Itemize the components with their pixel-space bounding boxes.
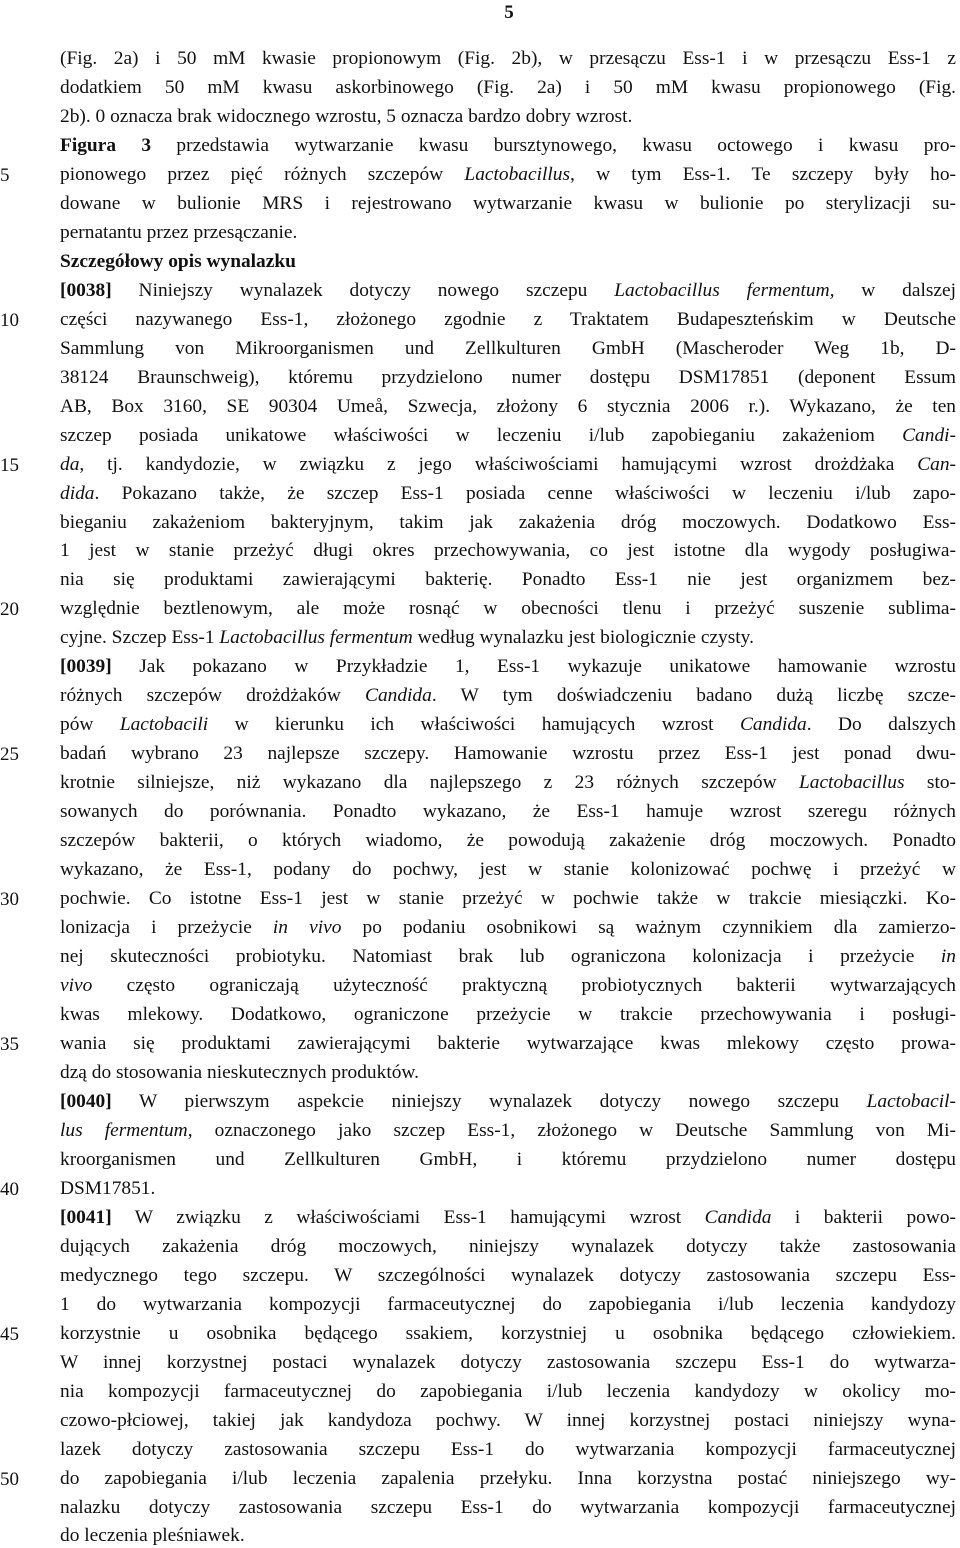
italic-text: Lactobacillus fermentum, (614, 279, 835, 301)
text-segment: 1 do wytwarzania kompozycji farmaceutycznej do zapobiegania i/lub leczenia kandydozy (60, 1293, 956, 1315)
text-line (60, 250, 956, 274)
text-line (60, 684, 956, 708)
text-line (60, 974, 956, 998)
text-line (60, 47, 956, 71)
text-line (60, 771, 956, 795)
bold-text: [0040] (60, 1090, 112, 1112)
text-segment: nia kompozycji farmaceutycznej do zapobiegania i/lub leczenia kandydozy w okolicy mo- (60, 1380, 956, 1402)
text-line (60, 655, 956, 679)
text-segment: dujących zakażenia dróg moczowych, niniejszy wynalazek dotyczy także zastosowania (60, 1235, 956, 1257)
text-segment: nej skuteczności probiotyku. Natomiast brak lub ograniczona kolonizacja i przeżycie (60, 946, 941, 968)
text-segment: sto- (904, 772, 957, 794)
text-line (60, 945, 956, 969)
text-line (60, 1467, 956, 1491)
text-line (60, 829, 956, 853)
page-number: 5 (504, 2, 514, 23)
text-segment: wykazano, że Ess-1, podany do pochwy, jest w stanie kolonizować pochwę i przeżyć w (60, 859, 956, 881)
text-line (60, 1409, 956, 1433)
italic-text: lus fermentum (60, 1119, 188, 1141)
text-line (60, 1351, 956, 1375)
text-segment: Sammlung von Mikroorganismen und Zellkulturen GmbH (Mascheroder Weg 1b, D- (60, 337, 956, 359)
bold-text: Figura 3 (60, 134, 152, 156)
text-segment: wania się produktami zawierającymi bakterie wytwarzające kwas mlekowy często prowa- (60, 1032, 956, 1054)
italic-text: Lactobacillus (464, 163, 570, 185)
text-segment: pernatantu przez przesączanie. (60, 221, 298, 243)
italic-text: Lactobacil- (866, 1090, 956, 1112)
bold-text: [0039] (60, 656, 112, 678)
italic-text: Can- (917, 453, 956, 475)
text-segment: różnych szczepów drożdżaków (60, 685, 366, 707)
italic-text: Lactobacillus (798, 772, 905, 794)
text-segment: często ograniczają użyteczność praktyczną probiotycznych bakterii wytwarzających (92, 975, 956, 997)
text-line (60, 742, 956, 766)
text-line (60, 858, 956, 882)
text-segment: dowane w bulionie MRS i rejestrowano wytwarzanie kwasu w bulionie po sterylizacji su- (60, 192, 956, 214)
text-line (60, 1380, 956, 1404)
text-segment: korzystnie u osobnika będącego ssakiem, korzystniej u osobnika będącego człowiekiem. (60, 1322, 956, 1344)
italic-text: dida (60, 482, 95, 504)
text-segment: kwas mlekowy. Dodatkowo, ograniczone przeżycie w trakcie przechowywania i posługi- (60, 1004, 956, 1025)
text-segment: według wynalazku jest biologicznie czysty. (412, 627, 754, 649)
text-line (60, 1264, 956, 1288)
text-segment: . Pokazano także, że szczep Ess-1 posiada cenne właściwości w leczeniu i/lub zapo- (94, 482, 956, 504)
text-segment: w kierunku ich właściwości hamujących wzrost (208, 714, 740, 736)
text-segment: pochwie. Co istotne Ess-1 jest w stanie przeżyć w pochwie także w trakcie miesiączki. Ko- (60, 888, 956, 910)
text-segment: kroorganismen und Zellkulturen GmbH, i któremu przydzielono numer dostępu (60, 1148, 956, 1170)
text-segment: 1 jest w stanie przeżyć długi okres przechowywania, co jest istotne dla wygody posługiwa- (60, 540, 956, 562)
text-segment: bieganiu zakażeniom bakteryjnym, takim jak zakażenia dróg moczowych. Dodatkowo Ess- (60, 511, 956, 533)
text-line (60, 76, 956, 100)
line-number: 30 (0, 889, 19, 911)
text-line (60, 568, 956, 592)
text-segment: szczep posiada unikatowe właściwości w leczeniu i/lub zapobieganiu zakażeniom (60, 424, 903, 446)
text-line (60, 1206, 956, 1230)
italic-text: vivo (60, 975, 93, 997)
text-line (60, 1438, 956, 1462)
bold-text: Szczegółowy opis wynalazku (60, 250, 296, 272)
line-number: 15 (0, 454, 19, 476)
text-segment: pów (60, 714, 120, 736)
line-number: 45 (0, 1323, 19, 1345)
text-segment: , oznaczonego jako szczep Ess-1, złożonego w Deutsche Sammlung von Mi- (187, 1119, 956, 1141)
italic-text: Lactobacillus fermentum (219, 627, 413, 649)
text-segment: . W tym doświadczeniu badano dużą liczbę szcze- (431, 685, 956, 707)
text-segment: pionowego przez pięć różnych szczepów (60, 163, 465, 185)
text-line (60, 134, 956, 158)
text-line (60, 1090, 956, 1114)
italic-text: da (60, 453, 80, 475)
text-line (60, 539, 956, 563)
text-segment: medycznego tego szczepu. W szczególności wynalazek dotyczy zastosowania szczepu Ess- (60, 1264, 956, 1286)
text-line (60, 800, 956, 824)
text-segment: DSM17851. (60, 1177, 156, 1199)
text-line (60, 424, 956, 448)
line-number: 35 (0, 1033, 19, 1055)
text-segment: sowanych do porównania. Ponadto wykazano, że Ess-1 hamuje wzrost szeregu różnych (60, 801, 956, 823)
text-line (60, 511, 956, 535)
text-line (60, 337, 956, 361)
italic-text: in (940, 946, 956, 968)
text-line (60, 1119, 956, 1143)
text-segment: . Do dalszych (806, 714, 956, 736)
italic-text: Candida (739, 714, 807, 736)
line-number: 25 (0, 744, 19, 766)
text-line (60, 395, 956, 419)
text-line (60, 1032, 956, 1056)
text-segment: lonizacja i przeżycie (60, 917, 273, 939)
bold-text: [0041] (60, 1206, 112, 1228)
italic-text: in vivo (272, 917, 342, 939)
text-segment: do zapobiegania i/lub leczenia zapalenia przełyku. Inna korzystna postać niniejszego wy- (60, 1467, 956, 1489)
text-line (60, 1322, 956, 1346)
line-number: 10 (0, 309, 19, 331)
text-line (60, 192, 956, 216)
text-segment: W związku z właściwościami Ess-1 hamującymi wzrost (111, 1206, 705, 1228)
line-number: 20 (0, 599, 19, 621)
text-segment: 38124 Braunschweig), któremu przydzielono numer dostępu DSM17851 (deponent Essum (60, 366, 956, 388)
text-line (60, 163, 956, 187)
text-segment: badań wybrano 23 najlepsze szczepy. Hamowanie wzrostu przez Ess-1 jest ponad dwu- (60, 743, 956, 765)
text-line (60, 1524, 956, 1548)
text-segment: nia się produktami zawierającymi bakterię. Ponadto Ess-1 nie jest organizmem bez- (60, 569, 956, 591)
text-line (60, 1003, 956, 1027)
text-line (60, 482, 956, 506)
text-line (60, 308, 956, 332)
text-segment: Niniejszy wynalazek dotyczy nowego szczepu (111, 279, 615, 301)
text-segment: W innej korzystnej postaci wynalazek dotyczy zastosowania szczepu Ess-1 do wytwarza- (60, 1351, 956, 1373)
text-line (60, 1148, 956, 1172)
text-line (60, 713, 956, 737)
text-line (60, 366, 956, 390)
text-segment: części nazywanego Ess-1, złożonego zgodnie z Traktatem Budapeszteńskim w Deutsche (60, 308, 956, 330)
text-segment: i bakterii powo- (771, 1206, 956, 1228)
text-line (60, 1235, 956, 1259)
italic-text: Candi- (902, 424, 956, 446)
text-segment: (Fig. 2a) i 50 mM kwasie propionowym (Fig. 2b), w przesączu Ess-1 i w przesączu Ess-1 z (60, 48, 956, 69)
text-line (60, 1061, 956, 1085)
text-line (60, 1177, 956, 1201)
text-segment: dzą do stosowania nieskutecznych produktów. (60, 1061, 419, 1083)
line-number: 40 (0, 1178, 19, 1200)
text-line (60, 279, 956, 303)
bold-text: [0038] (60, 279, 112, 301)
text-segment: 2b). 0 oznacza brak widocznego wzrostu, 5 oznacza bardzo dobry wzrost. (60, 105, 633, 127)
text-line (60, 887, 956, 911)
text-segment: czowo-płciowej, takiej jak kandydoza pochwy. W innej korzystnej postaci niniejszy wyna- (60, 1409, 956, 1431)
text-line (60, 221, 956, 245)
text-line (60, 597, 956, 621)
text-segment: nalazku dotyczy zastosowania szczepu Ess-1 do wytwarzania kompozycji farmaceutycznej (60, 1496, 956, 1518)
text-segment: do leczenia pleśniawek. (60, 1525, 245, 1547)
text-segment: szczepów bakterii, o których wiadomo, że powodują zakażenie dróg moczowych. Ponadto (60, 830, 956, 852)
text-segment: , w tym Ess-1. Te szczepy były ho- (570, 163, 956, 185)
text-line (60, 916, 956, 940)
text-segment: Jak pokazano w Przykładzie 1, Ess-1 wykazuje unikatowe hamowanie wzrostu (111, 656, 956, 678)
text-line (60, 1293, 956, 1317)
italic-text: Lactobacili (119, 714, 209, 736)
line-number: 5 (0, 164, 10, 186)
text-segment: AB, Box 3160, SE 90304 Umeå, Szwecja, złożony 6 stycznia 2006 r.). Wykazano, że ten (60, 395, 956, 417)
text-segment: lazek dotyczy zastosowania szczepu Ess-1 do wytwarzania kompozycji farmaceutycznej (60, 1438, 956, 1460)
text-segment: względnie beztlenowym, ale może rosnąć w obecności tlenu i przeżyć suszenie sublima- (60, 598, 956, 620)
text-segment: po podaniu osobnikowi są ważnym czynnikiem dla zamierzo- (341, 917, 956, 939)
text-segment: przedstawia wytwarzanie kwasu bursztynowego, kwasu octowego i kwasu pro- (151, 134, 956, 156)
text-line (60, 626, 956, 650)
text-line (60, 1496, 956, 1520)
text-segment: krotnie silniejsze, niż wykazano dla najlepszego z 23 różnych szczepów (60, 772, 799, 794)
text-segment: W pierwszym aspekcie niniejszy wynalazek dotyczy nowego szczepu (111, 1090, 867, 1112)
text-line (60, 105, 956, 129)
italic-text: Candida (365, 685, 432, 707)
text-segment: cyjne. Szczep Ess-1 (60, 627, 220, 649)
text-segment: w dalszej (834, 279, 956, 301)
line-number: 50 (0, 1468, 19, 1490)
text-segment: dodatkiem 50 mM kwasu askorbinowego (Fig. 2a) i 50 mM kwasu propionowego (Fig. (60, 76, 956, 98)
text-segment: , tj. kandydozie, w związku z jego właściwościami hamującymi wzrost drożdżaka (79, 453, 918, 475)
italic-text: Candida (704, 1206, 772, 1228)
text-line (60, 453, 956, 477)
